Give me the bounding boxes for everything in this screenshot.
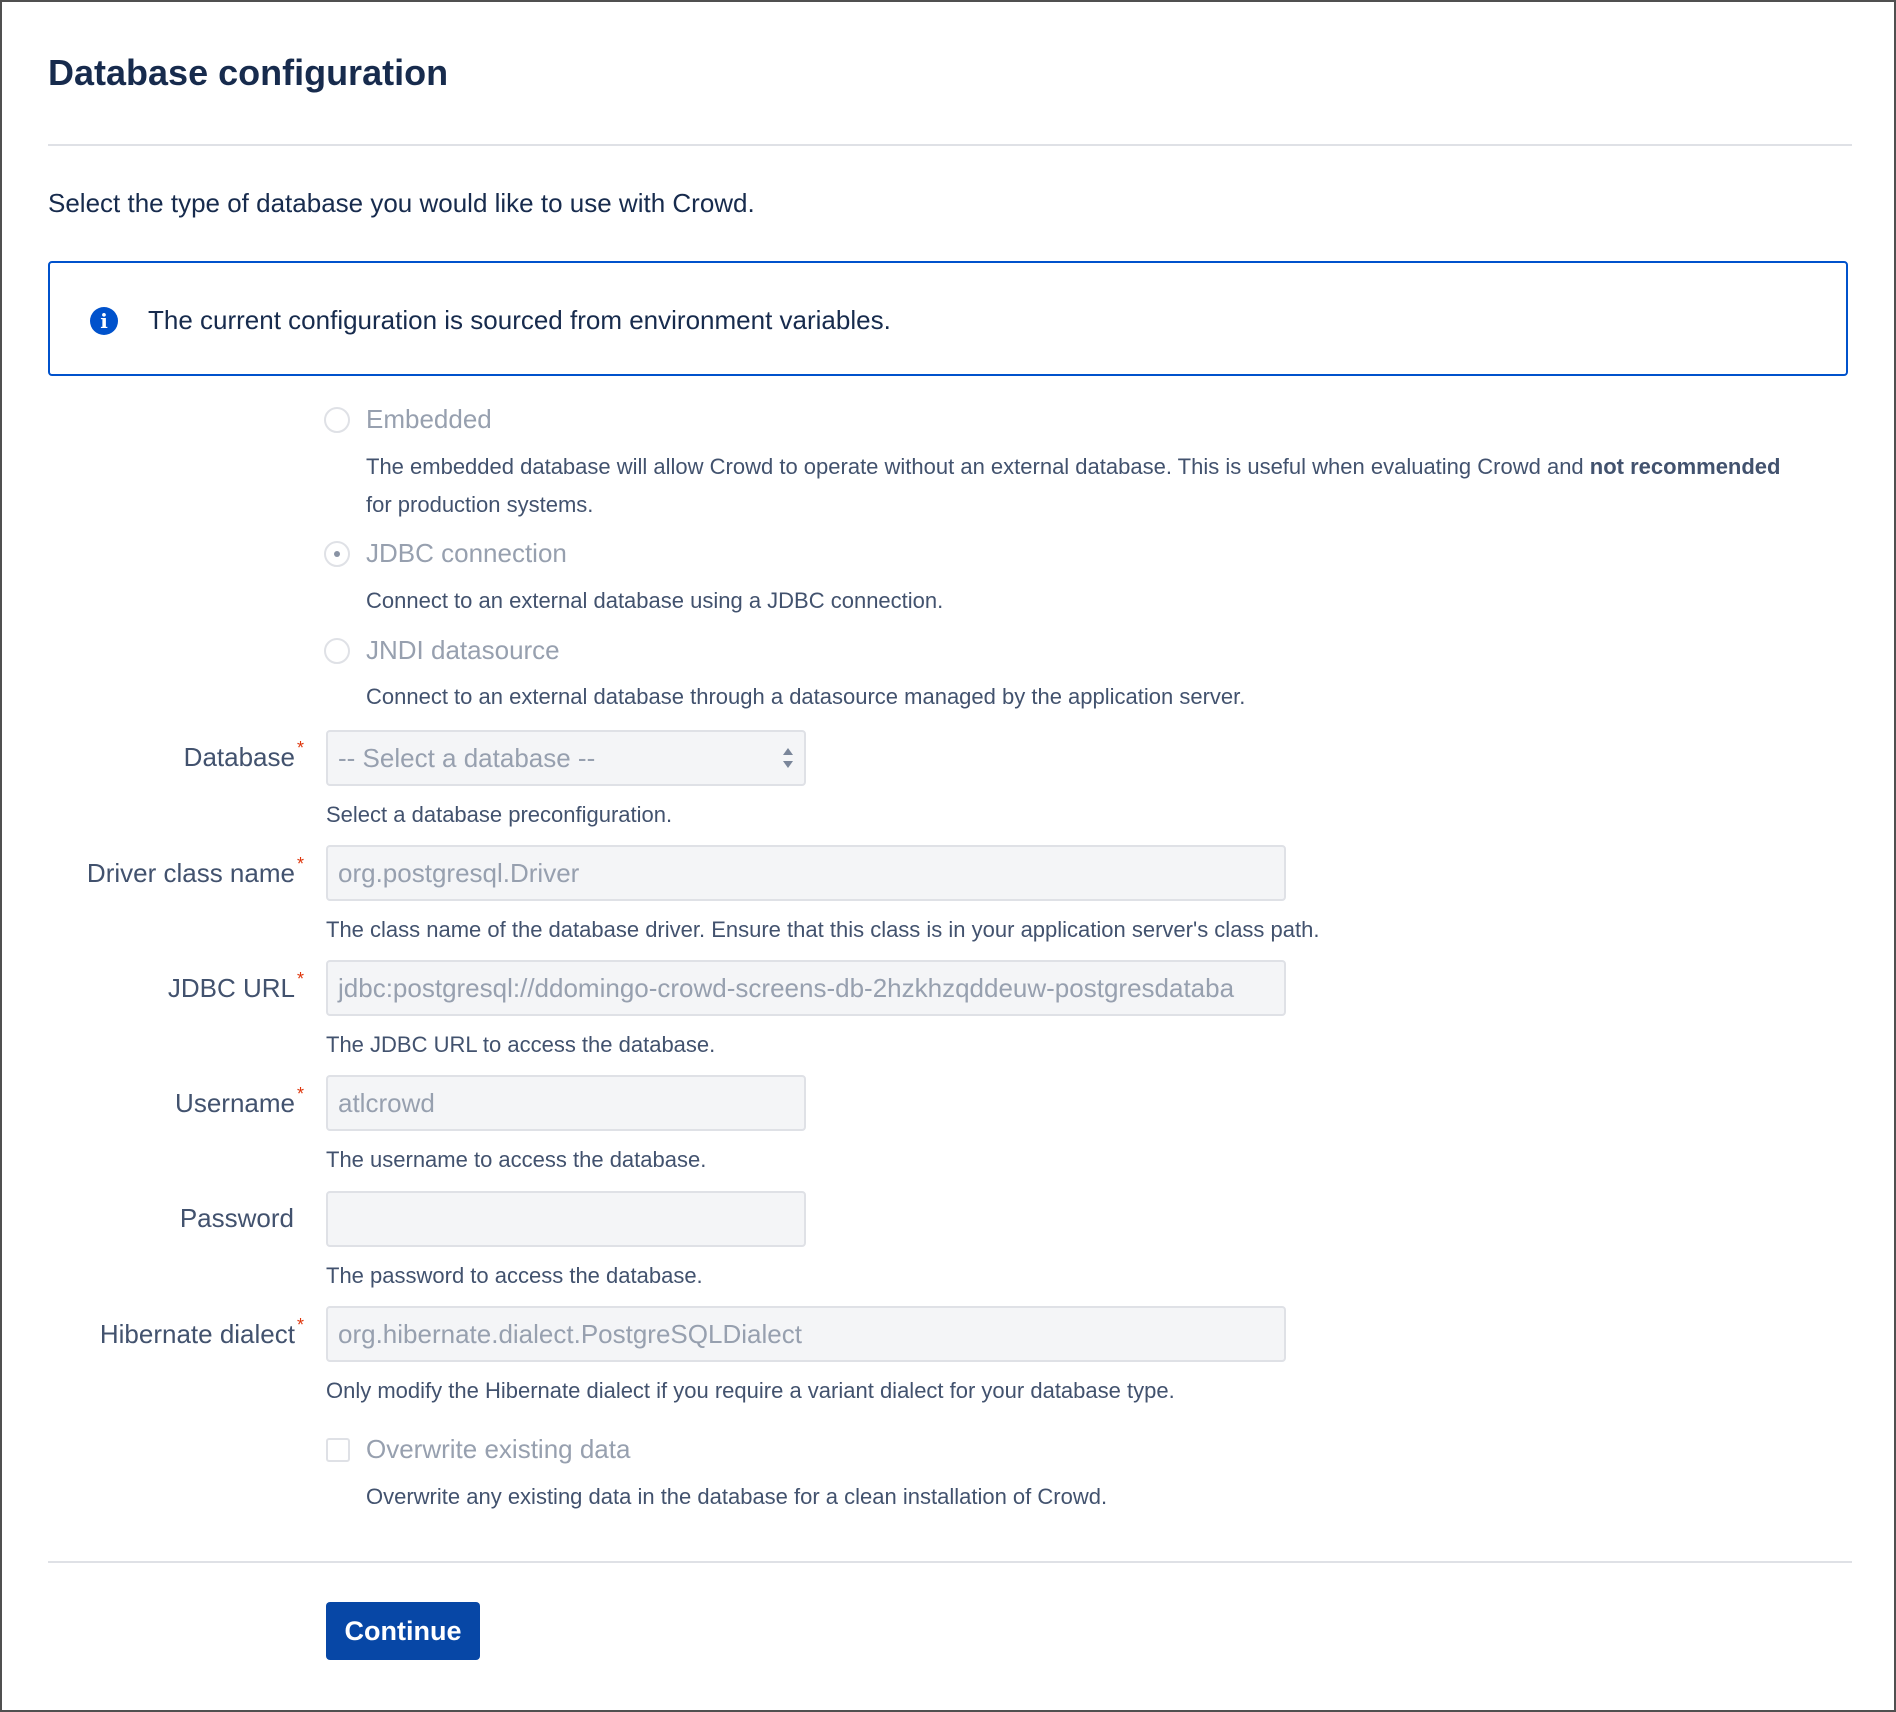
radio-jndi-label: JNDI datasource (366, 635, 560, 665)
username-hint: The username to access the database. (326, 1147, 707, 1172)
overwrite-checkbox[interactable] (326, 1438, 350, 1462)
required-marker: * (296, 1315, 304, 1335)
jdbc-url-input[interactable]: jdbc:postgresql://ddomingo-crowd-screens-db-2hzkhzqddeuw-postgresdataba (326, 960, 1286, 1016)
driver-class-input[interactable]: org.postgresql.Driver (326, 845, 1286, 901)
database-hint: Select a database preconfiguration. (326, 802, 673, 827)
username-input[interactable]: atlcrowd (326, 1075, 806, 1131)
required-marker: * (296, 1084, 304, 1104)
radio-jndi-description: Connect to an external database through a datasource managed by the application server. (366, 684, 1246, 709)
jdbc-url-label: JDBC URL * (167, 969, 304, 1003)
database-select-value: -- Select a database -- (338, 743, 596, 773)
database-select[interactable] (326, 730, 806, 786)
overwrite-description: Overwrite any existing data in the database for a clean installation of Crowd. (366, 1484, 1108, 1509)
password-hint: The password to access the database. (326, 1263, 703, 1288)
password-input[interactable] (326, 1191, 806, 1247)
page-title: Database configuration (48, 52, 449, 93)
header-divider (48, 144, 1852, 146)
hibernate-dialect-hint: Only modify the Hibernate dialect if you require a variant dialect for your database type. (326, 1378, 1175, 1403)
driver-class-hint: The class name of the database driver. Ensure that this class is in your application server's class path. (326, 917, 1320, 942)
radio-jdbc-description: Connect to an external database using a JDBC connection. (366, 588, 944, 613)
info-icon: i (90, 307, 118, 335)
radio-embedded[interactable] (324, 407, 350, 433)
username-label: Username * (175, 1084, 304, 1118)
password-label: Password (179, 1203, 294, 1233)
required-marker: * (296, 854, 304, 874)
database-label: Database * (183, 738, 304, 772)
intro-text: Select the type of database you would like to use with Crowd. (48, 188, 755, 218)
info-banner (48, 261, 1848, 376)
footer-divider (48, 1561, 1852, 1563)
required-marker: * (296, 738, 304, 758)
continue-button[interactable]: Continue (326, 1602, 480, 1660)
not-recommended-text: not recommended (1589, 454, 1781, 479)
radio-jndi[interactable] (324, 638, 350, 664)
select-arrows-icon (782, 744, 794, 772)
hibernate-dialect-label: Hibernate dialect * (99, 1315, 304, 1349)
required-marker: * (296, 969, 304, 989)
overwrite-label: Overwrite existing data (366, 1434, 631, 1464)
hibernate-dialect-input[interactable]: org.hibernate.dialect.PostgreSQLDialect (326, 1306, 1286, 1362)
driver-class-label: Driver class name * (86, 854, 304, 888)
radio-embedded-label: Embedded (366, 404, 492, 434)
jdbc-url-hint: The JDBC URL to access the database. (326, 1032, 716, 1057)
radio-embedded-description: The embedded database will allow Crowd to operate without an external database. This is useful when evaluating Crowd and not recommended for production systems. (366, 454, 1781, 517)
radio-jdbc[interactable] (324, 541, 350, 567)
radio-jdbc-label: JDBC connection (366, 538, 567, 568)
info-banner-text: The current configuration is sourced from environment variables. (148, 305, 891, 335)
